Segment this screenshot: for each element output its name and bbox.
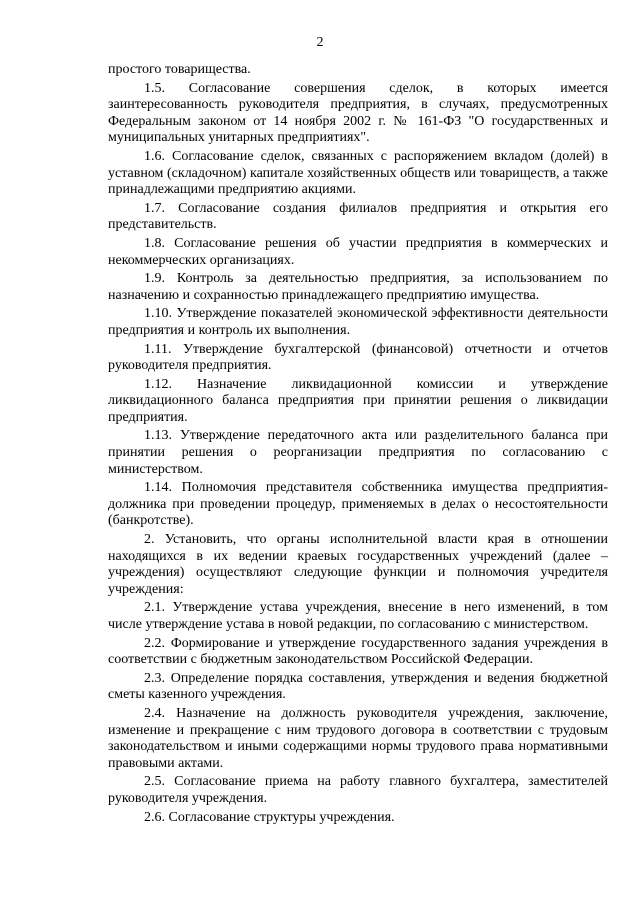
paragraph: 1.6. Согласование сделок, связанных с распоряжением вкладом (долей) в уставном (складочном) капитале хозяйственных обществ или товариществ, а также принадлежащими предприятию акциями. [108, 148, 608, 198]
paragraph: 1.10. Утверждение показателей экономической эффективности деятельности предприятия и контроль их выполнения. [108, 306, 608, 338]
paragraph: простого товарищества. [108, 62, 251, 77]
paragraph: 1.14. Полномочия представителя собственника имущества предприятия-должника при проведении процедур, применяемых в делах о несостоятельности (банкротстве). [108, 480, 608, 529]
paragraph: 1.9. Контроль за деятельностью предприятия, за использованием по назначению и сохранностью принадлежащего предприятию имущества. [108, 271, 608, 303]
page-number: 2 [316, 35, 324, 50]
paragraph: 2.2. Формирование и утверждение государственного задания учреждения в соответствии с бюджетным законодательством Российской Федерации. [108, 635, 608, 668]
paragraph: 2.3. Определение порядка составления, утверждения и ведения бюджетной сметы казенного учреждения. [108, 670, 608, 703]
paragraph: 1.12. Назначение ликвидационной комиссии и утверждение ликвидационного баланса предприятия при принятии решения о ликвидации предприятия. [108, 376, 608, 425]
paragraph: 2.5. Согласование приема на работу главного бухгалтера, заместителей руководителя учреждения. [108, 774, 608, 806]
paragraph: 2.6. Согласование структуры учреждения. [144, 809, 395, 825]
paragraph: 1.5. Согласование совершения сделок, в которых имеется заинтересованность руководителя предприятия, в случаях, предусмотренных Федеральным законом от 14 ноября 2002 г. № 161-ФЗ "О государственных и муниципальных унитарных предприятиях". [108, 80, 608, 146]
paragraph: 2. Установить, что органы исполнительной власти края в отношении находящихся в их ведении краевых государственных учреждений (далее – учреждения) осуществляют следующие функции и полномочия учредителя учреждения: [108, 532, 608, 597]
document-body [108, 62, 608, 828]
paragraph: 2.4. Назначение на должность руководителя учреждения, заключение, изменение и прекращение с ним трудового договора в соответствии с трудовым законодательством и иными содержащими нормы трудового права нормативными правовыми актами. [108, 705, 608, 771]
paragraph: 2.1. Утверждение устава учреждения, внесение в него изменений, в том числе утверждение устава в новой редакции, по согласованию с министерством. [108, 600, 608, 632]
paragraph: 1.8. Согласование решения об участии предприятия в коммерческих и некоммерческих организациях. [108, 235, 608, 268]
paragraph: 1.13. Утверждение передаточного акта или разделительного баланса при принятии решения о реорганизации предприятия по согласованию с министерством. [108, 428, 608, 477]
paragraph: 1.7. Согласование создания филиалов предприятия и открытия его представительств. [108, 200, 608, 233]
paragraph: 1.11. Утверждение бухгалтерской (финансовой) отчетности и отчетов руководителя предприятия. [108, 341, 608, 374]
